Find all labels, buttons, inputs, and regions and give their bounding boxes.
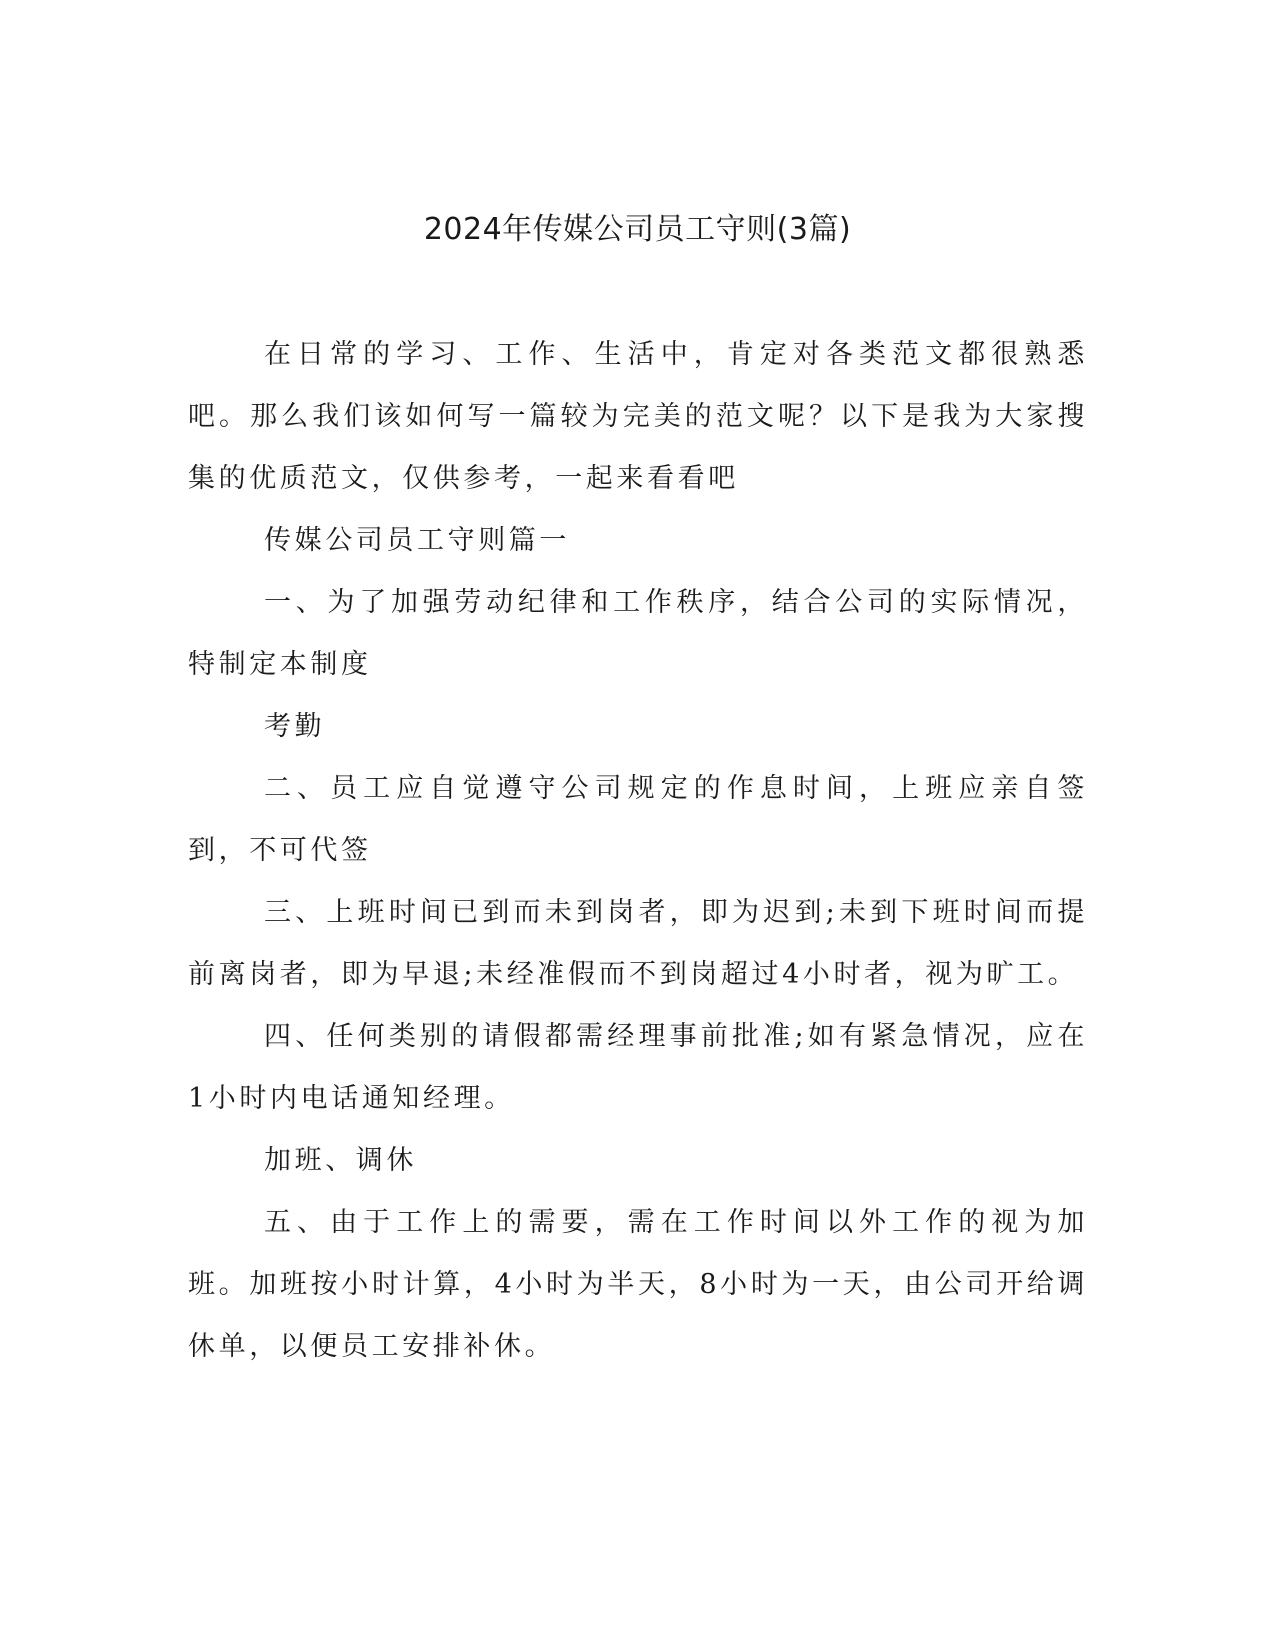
rule-paragraph-5: 五、由于工作上的需要，需在工作时间以外工作的视为加班。加班按小时计算，4小时为半天，8小时为一天，由公司开给调休单，以便员工安排补休。 bbox=[188, 1207, 1088, 1362]
section-heading-part-one: 传媒公司员工守则篇一 bbox=[264, 525, 570, 556]
intro-paragraph: 在日常的学习、工作、生活中，肯定对各类范文都很熟悉吧。那么我们该如何写一篇较为完美的范文呢？以下是我为大家搜集的优质范文，仅供参考，一起来看看吧 bbox=[188, 339, 1088, 494]
rule-paragraph-3: 三、上班时间已到而未到岗者，即为迟到;未到下班时间而提前离岗者，即为早退;未经准假而不到岗超过4小时者，视为旷工。 bbox=[188, 897, 1088, 990]
document-title: 2024年传媒公司员工守则(3篇) bbox=[423, 212, 852, 247]
subheading-overtime: 加班、调休 bbox=[264, 1145, 417, 1176]
rule-paragraph-4: 四、任何类别的请假都需经理事前批准;如有紧急情况，应在1小时内电话通知经理。 bbox=[188, 1021, 1088, 1114]
rule-paragraph-2: 二、员工应自觉遵守公司规定的作息时间，上班应亲自签到，不可代签 bbox=[188, 773, 1088, 866]
document-body bbox=[188, 324, 1088, 1378]
rule-paragraph-1: 一、为了加强劳动纪律和工作秩序，结合公司的实际情况，特制定本制度 bbox=[188, 587, 1088, 680]
subheading-attendance: 考勤 bbox=[264, 711, 326, 742]
